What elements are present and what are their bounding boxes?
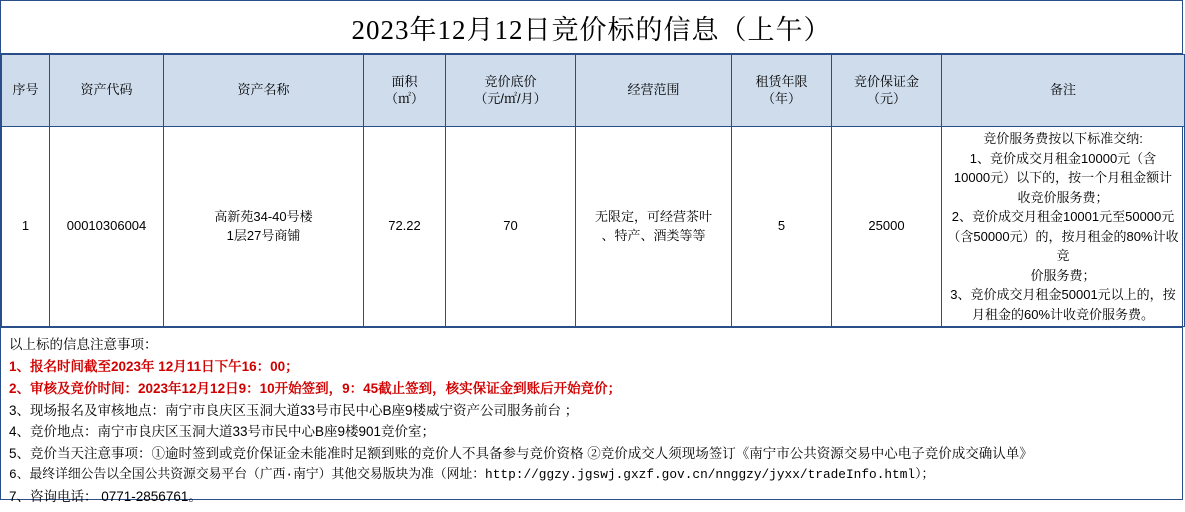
note-line-5: 5、竞价当天注意事项：①逾时签到或竞价保证金未能准时足额到账的竞价人不具备参与竞价资格 ②竞价成交人须现场签订《南宁市公共资源交易中心电子竞价成交确认单》 [9,446,1033,462]
remark-line: 1、竞价成交月租金10000元（含 [969,150,1157,166]
column-header-area [364,55,446,127]
cell-remark [942,127,1185,327]
column-header-lease-years-label: 租赁年限 [755,74,808,90]
note-line-3: 3、现场报名及审核地点：南宁市良庆区玉洞大道33号市民中心B座9楼威宁资产公司服务前台 ； [9,402,579,418]
column-header-base-price-unit: （元/㎡/月） [474,90,547,106]
column-header-base-price-label: 竞价底价 [484,74,537,90]
bidding-info-table [1,54,1185,327]
column-header-asset-name-label: 资产名称 [237,82,290,98]
cell-index: 1 [2,127,50,327]
cell-business-scope [576,127,732,327]
column-header-index [2,55,50,127]
cell-asset-name [164,127,364,327]
note-line-4: 4、竞价地点：南宁市良庆区玉洞大道33号市民中心B座9楼901竞价室； [9,424,436,440]
table-header-row [2,55,1185,127]
cell-base-price: 70 [446,127,576,327]
cell-area: 72.22 [364,127,446,327]
remark-line: 3、竞价成交月租金50001元以上的，按 [950,287,1176,302]
cell-asset-code: 00010306004 [50,127,164,327]
notes-heading: 以上标的信息注意事项： [9,337,158,352]
column-header-remark-label: 备注 [1049,82,1076,98]
table-header [2,55,1185,127]
column-header-lease-years [732,55,832,127]
table-row [2,127,1185,327]
notes-content [1,328,1182,512]
note-line-7: 7、咨询电话： 0771-2856761。 [9,488,202,504]
page-title: 2023年12月12日竞价标的信息（上午） [351,14,832,45]
remark-line: 月租金的60%计收竞价服务费。 [971,306,1155,322]
cell-lease-years: 5 [732,127,832,327]
document-title-row [1,1,1182,54]
column-header-area-unit: （㎡） [384,90,424,106]
column-header-business-scope [576,55,732,127]
remark-line: 价服务费； [1030,267,1096,283]
notes-section [1,327,1182,512]
column-header-deposit [832,55,942,127]
note-line-1: 1、报名时间截至2023年 12月11日下午16：00； [9,358,299,374]
column-header-asset-code [50,55,164,127]
remark-line: 竞价服务费按以下标准交纳: [983,131,1143,146]
note-line-2: 2、审核及竞价时间：2023年12月12日9：10开始签到，9：45截止签到，核实保证金到账后开始竞价； [9,380,622,396]
remark-line: （含50000元）的，按月租金的80%计收竞 [947,228,1179,263]
column-header-asset-code-label: 资产代码 [80,82,133,98]
column-header-area-label: 面积 [391,74,418,90]
column-header-lease-years-unit: （年） [761,90,801,106]
column-header-business-scope-label: 经营范围 [627,82,680,98]
column-header-index-label: 序号 [12,82,39,98]
column-header-remark [942,55,1185,127]
column-header-deposit-label: 竞价保证金 [853,74,919,90]
cell-deposit: 25000 [832,127,942,327]
remark-line: 2、竞价成交月租金10001元至50000元 [951,209,1175,224]
cell-business-scope-line2: 、特产、酒类等等 [601,227,706,243]
cell-business-scope-line1: 无限定，可经营茶叶 [594,208,712,224]
remark-line: 10000元）以下的，按一个月租金额计 [953,170,1173,185]
cell-asset-name-line2: 1层27号商铺 [226,227,301,243]
column-header-deposit-unit: （元） [866,90,906,106]
cell-asset-name-line1: 高新苑34-40号楼 [214,208,313,224]
table-body [2,127,1185,327]
note-line-6: 6、最终详细公告以全国公共资源交易平台（广西·南宁）其他交易版块为准（网址：http://ggzy.jgswj.gxzf.gov.cn/nnggzy/jyxx/tradeInfo.html）； [9,467,935,483]
column-header-asset-name [164,55,364,127]
column-header-base-price [446,55,576,127]
remark-line: 收竞价服务费； [1017,189,1109,205]
